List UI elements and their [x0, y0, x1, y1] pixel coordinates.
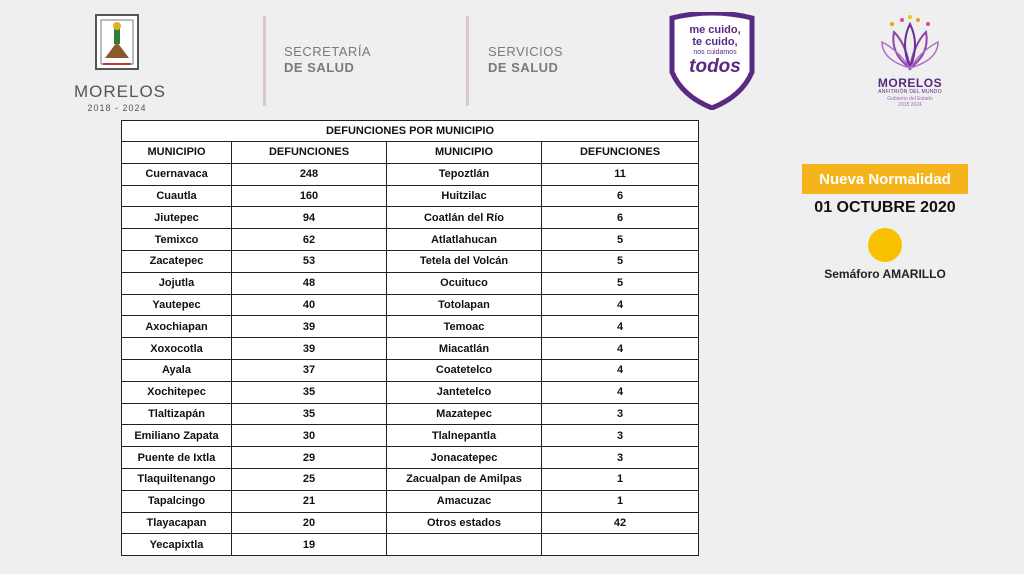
defunciones-cell: 4	[542, 359, 699, 381]
defunciones-cell: 19	[232, 534, 387, 556]
defunciones-cell: 3	[542, 425, 699, 447]
defunciones-cell: 29	[232, 447, 387, 469]
municipio-cell: Atlatlahucan	[387, 229, 542, 251]
table-title: DEFUNCIONES POR MUNICIPIO	[122, 121, 699, 142]
municipio-cell: Miacatlán	[387, 338, 542, 360]
municipio-cell: Ayala	[122, 359, 232, 381]
defunciones-table	[121, 120, 699, 556]
divider	[263, 16, 266, 106]
municipio-cell: Tlayacapan	[122, 512, 232, 534]
agency-line2: DE SALUD	[284, 60, 355, 75]
defunciones-cell: 5	[542, 250, 699, 272]
municipio-cell: Puente de Ixtla	[122, 447, 232, 469]
servicios-de-salud	[488, 44, 563, 76]
table-header-row	[122, 142, 699, 164]
divider	[466, 16, 469, 106]
municipio-cell: Yecapixtla	[122, 534, 232, 556]
defunciones-cell: 20	[232, 512, 387, 534]
traffic-light-icon	[868, 228, 902, 262]
table-row	[122, 468, 699, 490]
municipio-cell: Zacualpan de Amilpas	[387, 468, 542, 490]
municipio-cell: Tapalcingo	[122, 490, 232, 512]
defunciones-cell: 3	[542, 447, 699, 469]
defunciones-cell: 6	[542, 207, 699, 229]
table-row	[122, 512, 699, 534]
defunciones-cell: 40	[232, 294, 387, 316]
morelos-shield-icon	[93, 12, 141, 74]
table-row	[122, 403, 699, 425]
campaign-logo	[668, 12, 756, 110]
defunciones-cell: 4	[542, 294, 699, 316]
municipio-cell: Emiliano Zapata	[122, 425, 232, 447]
defunciones-cell: 5	[542, 229, 699, 251]
municipio-cell: Mazatepec	[387, 403, 542, 425]
municipio-cell: Jiutepec	[122, 207, 232, 229]
defunciones-cell: 35	[232, 403, 387, 425]
municipio-cell: Axochiapan	[122, 316, 232, 338]
campaign-line4: todos	[689, 56, 741, 77]
defunciones-cell: 39	[232, 316, 387, 338]
defunciones-cell: 5	[542, 272, 699, 294]
defunciones-cell: 30	[232, 425, 387, 447]
municipio-cell: Huitzilac	[387, 185, 542, 207]
government-years: 2018 - 2024	[87, 103, 147, 113]
column-header: DEFUNCIONES	[542, 142, 699, 164]
defunciones-cell: 37	[232, 359, 387, 381]
municipio-cell: Xoxocotla	[122, 338, 232, 360]
municipio-cell: Coatlán del Río	[387, 207, 542, 229]
state-logo	[868, 14, 952, 108]
table-row	[122, 338, 699, 360]
secretaria-de-salud	[284, 44, 371, 76]
defunciones-cell: 4	[542, 316, 699, 338]
municipio-cell: Coatetelco	[387, 359, 542, 381]
municipio-cell: Temoac	[387, 316, 542, 338]
table-row	[122, 316, 699, 338]
status-badge: Nueva Normalidad	[802, 164, 968, 194]
state-line2: 2018 2024	[898, 102, 922, 108]
municipio-cell: Tepoztlán	[387, 163, 542, 185]
defunciones-cell: 35	[232, 381, 387, 403]
header	[0, 0, 1024, 115]
table-row	[122, 447, 699, 469]
municipio-cell: Otros estados	[387, 512, 542, 534]
municipio-cell: Zacatepec	[122, 250, 232, 272]
morelos-flower-icon	[878, 14, 942, 72]
state-name: MORELOS	[877, 76, 943, 90]
table-row	[122, 534, 699, 556]
report-date: 01 OCTUBRE 2020	[814, 199, 956, 216]
defunciones-cell: 1	[542, 490, 699, 512]
municipio-cell: Tlalnepantla	[387, 425, 542, 447]
defunciones-cell: 42	[542, 512, 699, 534]
government-logo	[74, 12, 167, 113]
defunciones-cell: 1	[542, 468, 699, 490]
table-row	[122, 163, 699, 185]
column-header: MUNICIPIO	[387, 142, 542, 164]
defunciones-cell: 11	[542, 163, 699, 185]
state-tagline: ANFITRIÓN DEL MUNDO	[878, 89, 942, 95]
table-row	[122, 490, 699, 512]
table-row	[122, 185, 699, 207]
table-row	[122, 425, 699, 447]
municipio-cell: Cuautla	[122, 185, 232, 207]
defunciones-cell: 4	[542, 338, 699, 360]
table-row	[122, 207, 699, 229]
defunciones-cell: 6	[542, 185, 699, 207]
municipio-cell: Xochitepec	[122, 381, 232, 403]
municipio-cell: Jonacatepec	[387, 447, 542, 469]
table-row	[122, 250, 699, 272]
defunciones-cell: 53	[232, 250, 387, 272]
campaign-text	[680, 24, 750, 77]
municipio-cell: Amacuzac	[387, 490, 542, 512]
defunciones-cell: 25	[232, 468, 387, 490]
table-row	[122, 381, 699, 403]
campaign-line1: me cuido,	[689, 24, 741, 36]
state-line1: Gobierno del Estado	[887, 96, 933, 102]
municipio-cell: Yautepec	[122, 294, 232, 316]
column-header: MUNICIPIO	[122, 142, 232, 164]
semaforo-status: Semáforo AMARILLO	[824, 267, 946, 281]
defunciones-cell: 248	[232, 163, 387, 185]
table-title-row	[122, 121, 699, 142]
municipio-cell: Jantetelco	[387, 381, 542, 403]
municipio-cell: Tetela del Volcán	[387, 250, 542, 272]
table-row	[122, 294, 699, 316]
column-header: DEFUNCIONES	[232, 142, 387, 164]
campaign-line2: te cuido,	[692, 36, 738, 48]
campaign-line3: nos cuidamos	[693, 49, 737, 56]
government-name: MORELOS	[74, 82, 167, 101]
defunciones-cell: 3	[542, 403, 699, 425]
municipio-cell: Cuernavaca	[122, 163, 232, 185]
table-row	[122, 229, 699, 251]
defunciones-cell: 39	[232, 338, 387, 360]
municipio-cell	[387, 534, 542, 556]
defunciones-cell: 94	[232, 207, 387, 229]
municipio-cell: Tlaltizapán	[122, 403, 232, 425]
defunciones-cell	[542, 534, 699, 556]
municipio-cell: Jojutla	[122, 272, 232, 294]
agency-line2: DE SALUD	[488, 60, 559, 75]
defunciones-cell: 160	[232, 185, 387, 207]
agency-line1: SECRETARÍA	[284, 44, 372, 59]
municipio-cell: Ocuituco	[387, 272, 542, 294]
defunciones-cell: 21	[232, 490, 387, 512]
defunciones-cell: 4	[542, 381, 699, 403]
defunciones-cell: 48	[232, 272, 387, 294]
municipio-cell: Temixco	[122, 229, 232, 251]
table-row	[122, 359, 699, 381]
table-row	[122, 272, 699, 294]
agency-line1: SERVICIOS	[488, 44, 564, 59]
municipio-cell: Tlaquiltenango	[122, 468, 232, 490]
municipio-cell: Totolapan	[387, 294, 542, 316]
defunciones-cell: 62	[232, 229, 387, 251]
